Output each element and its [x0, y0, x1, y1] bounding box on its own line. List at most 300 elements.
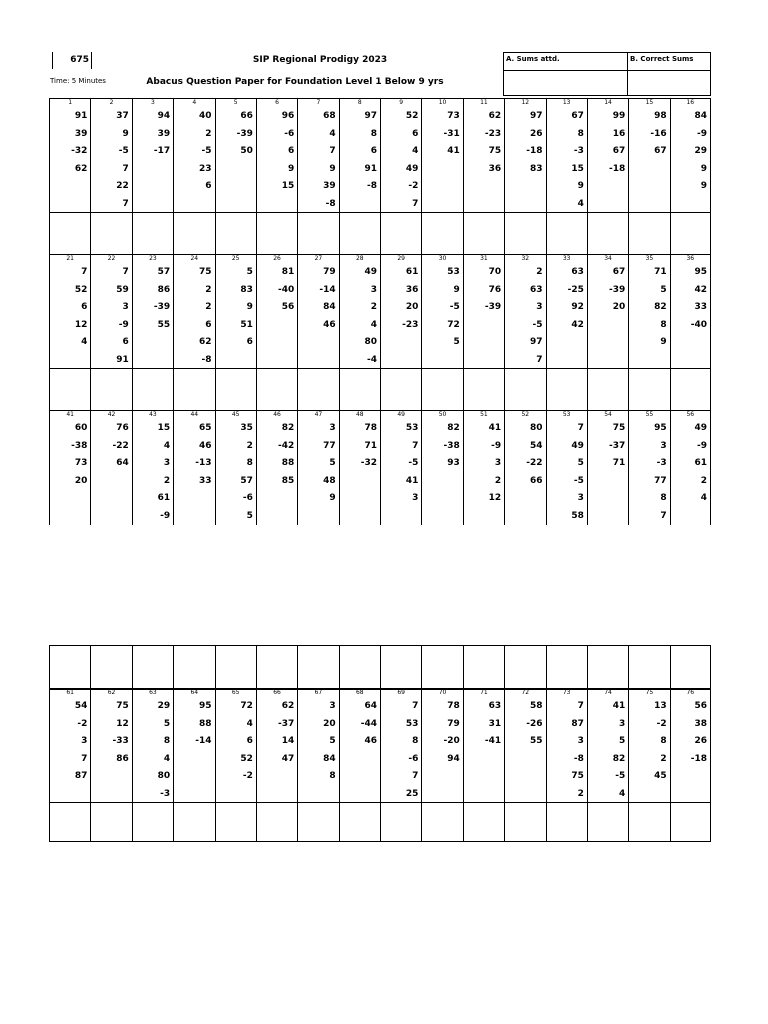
question-number: 62	[90, 689, 131, 697]
answer-box[interactable]	[587, 369, 628, 410]
answer-box[interactable]	[421, 213, 462, 254]
answer-box[interactable]	[463, 803, 504, 841]
question-value: 82	[281, 423, 295, 433]
question-value: -3	[573, 146, 584, 156]
question-value: 41	[488, 423, 502, 433]
question-value: 63	[571, 267, 584, 277]
answer-box[interactable]	[628, 803, 669, 841]
question-number: 33	[546, 255, 587, 263]
question-value: 95	[198, 701, 212, 711]
question-value: 14	[281, 736, 295, 746]
question-value: 86	[116, 753, 129, 764]
question-value: 39	[323, 181, 336, 191]
answer-box[interactable]	[173, 803, 214, 841]
question-value: -32	[360, 458, 377, 468]
question-column	[546, 107, 587, 213]
question-number: 56	[670, 411, 711, 419]
question-value: -17	[153, 146, 171, 156]
answer-box[interactable]	[256, 213, 297, 254]
question-value: 47	[281, 753, 295, 764]
question-number: 48	[339, 411, 380, 419]
question-value: 72	[447, 319, 460, 330]
question-value: 6	[370, 146, 377, 156]
question-value: 46	[323, 319, 336, 330]
question-value: -9	[160, 510, 171, 521]
question-column	[504, 263, 545, 369]
question-value: -25	[567, 284, 584, 295]
answer-box[interactable]	[49, 213, 90, 254]
question-value: -23	[402, 319, 419, 330]
question-value: 6	[246, 337, 253, 347]
question-number: 35	[628, 255, 669, 263]
question-column	[421, 419, 462, 525]
question-value: 46	[198, 440, 212, 451]
question-column	[504, 697, 545, 803]
question-value: -37	[277, 718, 295, 729]
question-column	[215, 697, 256, 803]
answer-box[interactable]	[339, 369, 380, 410]
question-value: 95	[694, 267, 707, 277]
answer-box[interactable]	[297, 646, 338, 689]
answer-box[interactable]	[670, 803, 711, 841]
question-value: 62	[74, 163, 88, 174]
question-value: 67	[654, 146, 667, 156]
question-value: -2	[242, 771, 253, 781]
question-value: -6	[408, 753, 419, 764]
question-value: 23	[198, 163, 212, 174]
answer-box[interactable]	[587, 803, 628, 841]
question-column	[380, 419, 421, 525]
question-column	[173, 263, 214, 369]
sums-attended-entry[interactable]	[503, 70, 628, 96]
question-value: -22	[112, 440, 129, 451]
answer-box[interactable]	[421, 646, 462, 689]
question-value: 61	[157, 493, 171, 503]
question-value: -2	[77, 718, 88, 729]
question-column	[339, 263, 380, 369]
question-column	[421, 697, 462, 803]
question-value: 75	[612, 423, 626, 433]
answer-box[interactable]	[173, 369, 214, 410]
question-number: 45	[215, 411, 256, 419]
question-column	[132, 697, 173, 803]
question-value: 20	[74, 475, 88, 486]
question-value: 25	[405, 788, 419, 799]
question-column	[380, 107, 421, 213]
question-value: 42	[571, 319, 584, 330]
question-number: 42	[90, 411, 131, 419]
question-value: 3	[577, 736, 584, 746]
question-block-1	[49, 98, 711, 255]
answer-box[interactable]	[256, 803, 297, 841]
question-column	[587, 107, 628, 213]
question-number: 24	[173, 255, 214, 263]
question-value: 91	[116, 354, 129, 365]
question-value: -5	[201, 146, 212, 156]
question-number: 15	[628, 99, 669, 107]
question-number: 52	[504, 411, 545, 419]
question-value: 9	[122, 128, 129, 139]
answer-box[interactable]	[587, 646, 628, 689]
question-value: 6	[122, 337, 129, 347]
question-value: 63	[488, 701, 502, 711]
question-value: 4	[163, 753, 171, 764]
question-value: 3	[329, 701, 336, 711]
question-number: 7	[297, 99, 338, 107]
question-number: 49	[380, 411, 421, 419]
question-value: -8	[367, 181, 377, 191]
question-value: 20	[405, 302, 419, 312]
question-value: 71	[654, 267, 667, 277]
question-value: 88	[281, 458, 295, 468]
question-value: 50	[240, 146, 253, 156]
question-value: 62	[198, 337, 212, 347]
question-value: 49	[405, 163, 419, 174]
question-number: 71	[463, 689, 504, 697]
question-column	[256, 419, 297, 525]
answer-box[interactable]	[380, 369, 421, 410]
question-value: -9	[118, 319, 129, 330]
question-value: -16	[650, 128, 667, 139]
question-value: 84	[323, 753, 336, 764]
question-value: -44	[360, 718, 377, 729]
question-column	[215, 263, 256, 369]
answer-box[interactable]	[90, 803, 131, 841]
question-value: 15	[157, 423, 171, 433]
answer-box[interactable]	[215, 646, 256, 689]
question-value: -13	[195, 458, 212, 468]
question-number: 51	[463, 411, 504, 419]
question-value: 65	[198, 423, 212, 433]
question-value: 3	[163, 458, 171, 468]
answer-box[interactable]	[670, 646, 711, 689]
question-value: 2	[246, 440, 253, 451]
question-number: 53	[546, 411, 587, 419]
question-value: 76	[116, 423, 129, 433]
answer-box[interactable]	[90, 369, 131, 410]
answer-box[interactable]	[215, 369, 256, 410]
question-value: 87	[571, 718, 584, 729]
question-column	[215, 107, 256, 213]
question-value: 4	[618, 788, 626, 799]
answer-box[interactable]	[49, 803, 90, 841]
answer-box[interactable]	[256, 646, 297, 689]
question-column	[546, 263, 587, 369]
answer-box[interactable]	[504, 213, 545, 254]
question-number: 1	[49, 99, 90, 107]
question-value: 87	[74, 771, 88, 781]
question-number: 13	[546, 99, 587, 107]
question-value: 75	[198, 267, 212, 277]
question-number: 47	[297, 411, 338, 419]
answer-box[interactable]	[49, 369, 90, 410]
question-value: 82	[447, 423, 460, 433]
answer-box[interactable]	[132, 646, 173, 689]
question-value: 7	[122, 198, 129, 209]
answer-box[interactable]	[587, 213, 628, 254]
question-number: 26	[256, 255, 297, 263]
question-value: 73	[447, 111, 460, 121]
question-column	[49, 107, 90, 213]
question-column	[297, 263, 338, 369]
question-value: -14	[319, 284, 336, 295]
question-value: 13	[654, 701, 667, 711]
question-value: 82	[612, 753, 626, 764]
question-number: 69	[380, 689, 421, 697]
answer-box[interactable]	[90, 646, 131, 689]
question-value: 7	[81, 753, 88, 764]
question-number: 29	[380, 255, 421, 263]
question-value: -18	[608, 163, 626, 174]
answer-box[interactable]	[173, 213, 214, 254]
question-number: 4	[173, 99, 214, 107]
question-column	[173, 419, 214, 525]
question-value: 36	[488, 163, 502, 174]
question-column	[463, 263, 504, 369]
question-number: 12	[504, 99, 545, 107]
answer-box[interactable]	[215, 213, 256, 254]
question-column	[49, 697, 90, 803]
answer-box[interactable]	[463, 369, 504, 410]
question-number: 6	[256, 99, 297, 107]
question-value: 67	[571, 111, 584, 121]
question-value: 9	[700, 181, 707, 191]
question-number: 73	[546, 689, 587, 697]
question-value: 75	[116, 701, 129, 711]
answer-box[interactable]	[504, 646, 545, 689]
answer-box[interactable]	[132, 803, 173, 841]
question-value: 96	[281, 111, 295, 121]
question-value: 98	[654, 111, 667, 121]
answer-box[interactable]	[628, 213, 669, 254]
question-value: 60	[74, 423, 88, 433]
answer-box[interactable]	[504, 803, 545, 841]
question-value: 99	[612, 111, 626, 121]
answer-box[interactable]	[297, 369, 338, 410]
answer-box[interactable]	[380, 803, 421, 841]
answer-box[interactable]	[670, 213, 711, 254]
answer-box[interactable]	[49, 646, 90, 689]
question-column	[380, 263, 421, 369]
question-value: -5	[573, 475, 584, 486]
question-value: 5	[246, 267, 253, 277]
answer-box[interactable]	[339, 213, 380, 254]
question-number: 14	[587, 99, 628, 107]
question-value: -31	[443, 128, 460, 139]
question-value: 59	[116, 284, 129, 295]
answer-box[interactable]	[90, 213, 131, 254]
question-value: 6	[287, 146, 295, 156]
question-value: 3	[577, 493, 584, 503]
question-number: 8	[339, 99, 380, 107]
question-value: 57	[157, 267, 171, 277]
sums-attended-label: A. Sums attd.	[506, 55, 560, 63]
question-number: 76	[670, 689, 711, 697]
question-value: 48	[323, 475, 336, 486]
answer-box[interactable]	[628, 646, 669, 689]
question-value: 62	[281, 701, 295, 711]
question-value: 6	[205, 181, 212, 191]
answer-box[interactable]	[463, 646, 504, 689]
question-value: 3	[412, 493, 419, 503]
question-value: 8	[246, 458, 253, 468]
question-value: 5	[246, 510, 253, 521]
question-number: 28	[339, 255, 380, 263]
question-value: -22	[526, 458, 543, 468]
question-value: 4	[577, 198, 584, 209]
answer-box[interactable]	[256, 369, 297, 410]
question-column	[463, 107, 504, 213]
question-value: 7	[412, 771, 419, 781]
question-column	[504, 419, 545, 525]
question-value: 5	[329, 736, 336, 746]
question-value: 8	[577, 128, 584, 139]
question-column	[297, 419, 338, 525]
question-value: 91	[364, 163, 377, 174]
question-value: 49	[694, 423, 707, 433]
question-value: 2	[205, 284, 212, 295]
answer-box[interactable]	[297, 803, 338, 841]
question-value: 4	[700, 493, 707, 503]
question-value: -18	[526, 146, 543, 156]
question-value: 3	[536, 302, 543, 312]
question-value: -6	[284, 128, 295, 139]
question-value: -32	[71, 146, 88, 156]
answer-box[interactable]	[132, 369, 173, 410]
answer-box[interactable]	[215, 803, 256, 841]
question-column	[670, 419, 711, 525]
question-value: 7	[577, 423, 584, 433]
question-column	[670, 107, 711, 213]
question-value: 93	[447, 458, 460, 468]
question-value: 5	[618, 736, 626, 746]
correct-sums-entry[interactable]	[627, 70, 711, 96]
question-value: -5	[449, 302, 460, 312]
question-number: 23	[132, 255, 173, 263]
question-value: -8	[325, 198, 336, 209]
question-number: 22	[90, 255, 131, 263]
answer-box[interactable]	[339, 803, 380, 841]
question-column	[670, 263, 711, 369]
question-column	[587, 697, 628, 803]
question-number: 25	[215, 255, 256, 263]
question-number: 63	[132, 689, 173, 697]
question-value: 5	[577, 458, 584, 468]
question-value: -4	[367, 354, 377, 365]
question-column	[297, 107, 338, 213]
question-value: 92	[571, 302, 584, 312]
answer-box[interactable]	[421, 803, 462, 841]
answer-box[interactable]	[380, 646, 421, 689]
answer-box[interactable]	[463, 213, 504, 254]
question-value: 6	[246, 736, 253, 746]
question-value: -38	[71, 440, 88, 451]
answer-box[interactable]	[297, 213, 338, 254]
question-number: 31	[463, 255, 504, 263]
question-value: 35	[240, 423, 253, 433]
question-value: 7	[577, 701, 584, 711]
question-value: 2	[205, 302, 212, 312]
answer-row	[49, 212, 711, 255]
question-value: 94	[447, 753, 460, 764]
answer-box[interactable]	[628, 369, 669, 410]
answer-box[interactable]	[421, 369, 462, 410]
question-value: 20	[612, 302, 626, 312]
question-value: 53	[405, 718, 419, 729]
question-value: 3	[618, 718, 626, 729]
question-value: 9	[329, 493, 336, 503]
question-value: 70	[488, 267, 502, 277]
question-value: 52	[74, 284, 88, 295]
answer-box[interactable]	[339, 646, 380, 689]
question-value: 7	[412, 440, 419, 451]
sums-attended-box	[503, 52, 628, 71]
question-column	[256, 263, 297, 369]
question-value: 55	[529, 736, 543, 746]
question-column	[173, 107, 214, 213]
answer-box[interactable]	[546, 213, 587, 254]
answer-box[interactable]	[546, 369, 587, 410]
page-subtitle: Abacus Question Paper for Foundation Level 1 Below 9 yrs	[146, 77, 444, 87]
question-value: 2	[205, 128, 212, 139]
question-value: 78	[447, 701, 460, 711]
question-value: 64	[364, 701, 377, 711]
question-value: 8	[329, 771, 336, 781]
answer-box[interactable]	[546, 646, 587, 689]
question-value: 67	[612, 146, 626, 156]
question-value: 5	[329, 458, 336, 468]
question-value: -38	[443, 440, 460, 451]
question-value: 4	[370, 319, 377, 330]
question-value: -6	[242, 493, 253, 503]
question-column	[132, 107, 173, 213]
answer-box[interactable]	[380, 213, 421, 254]
question-value: 97	[529, 111, 543, 121]
question-value: 41	[612, 701, 626, 711]
question-value: 3	[329, 423, 336, 433]
question-value: 97	[529, 337, 543, 347]
answer-box[interactable]	[132, 213, 173, 254]
question-value: 66	[529, 475, 543, 486]
question-value: 3	[660, 440, 667, 451]
question-column	[90, 107, 131, 213]
question-value: -9	[697, 128, 707, 139]
question-value: 8	[163, 736, 171, 746]
question-number: 30	[421, 255, 462, 263]
question-value: -8	[573, 753, 584, 764]
question-value: 7	[412, 198, 419, 209]
question-number: 46	[256, 411, 297, 419]
question-value: 8	[370, 128, 377, 139]
question-number: 10	[421, 99, 462, 107]
question-value: -42	[277, 440, 295, 451]
question-column	[90, 697, 131, 803]
question-value: 9	[700, 163, 707, 174]
answer-box[interactable]	[546, 803, 587, 841]
answer-box[interactable]	[670, 369, 711, 410]
question-block-4	[49, 688, 711, 842]
question-value: -8	[201, 354, 212, 365]
question-value: -9	[491, 440, 502, 451]
answer-box[interactable]	[173, 646, 214, 689]
question-value: 36	[405, 284, 419, 295]
answer-box[interactable]	[504, 369, 545, 410]
question-value: 46	[364, 736, 377, 746]
question-value: 5	[453, 337, 460, 347]
question-value: 54	[529, 440, 543, 451]
question-value: 26	[694, 736, 707, 746]
question-value: -9	[697, 440, 707, 451]
